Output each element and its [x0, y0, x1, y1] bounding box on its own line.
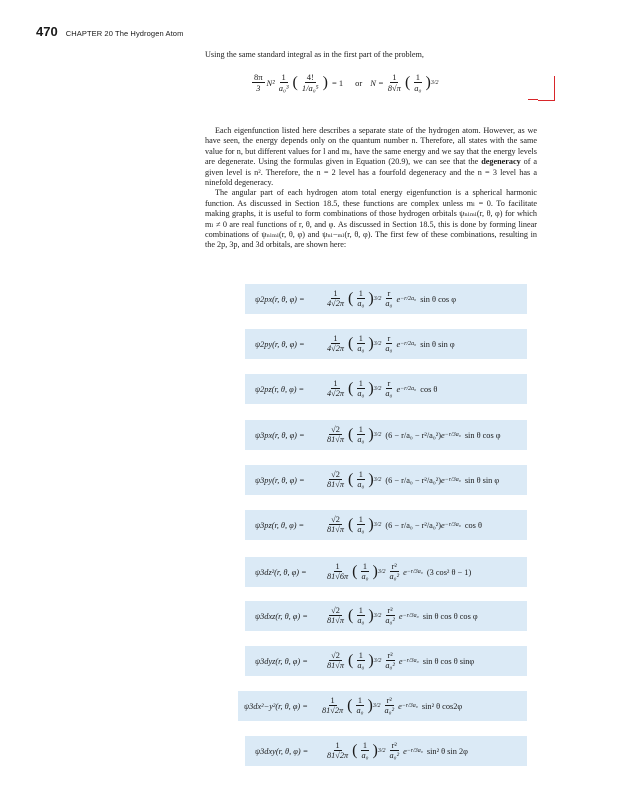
orbital-exponential: e: [396, 339, 401, 349]
normalization-equation: $\frac{8\pi}{3}$ N² $\frac{1}{\text{a₀³}}$ ( $\frac{4!}{\text{1/a₀⁵}}$ ) = 1 or N = $\frac{1}{8√\pi}$ ( $\frac{1}{\text{a₀}}$ ) 3/2: [254, 72, 439, 93]
orbital-a0-factor: $\frac{1}{\text{a₀}}$: [356, 696, 364, 715]
orbital-angular: sin θ cos θ sinφ: [422, 656, 475, 666]
chapter-title: CHAPTER 20 The Hydrogen Atom: [65, 29, 184, 38]
orbital-prefactor: $\frac{1}{81√2\pi}$: [327, 741, 349, 760]
orbital-exponent: −r/3a₀: [406, 569, 423, 575]
orbital-a0-factor: $\frac{1}{\text{a₀}}$: [357, 379, 365, 398]
orbital-radial-frac: $\frac{\text{r²}}{\text{a₀²}}$: [384, 696, 395, 715]
orbital-power: 3/2: [373, 477, 382, 483]
orbital-prefactor: $\frac{1}{4√2\pi}$: [327, 289, 345, 308]
orbital-exponent: −r/3a₀: [444, 477, 461, 483]
running-header: [36, 24, 183, 42]
orbital-equation: ψ2py(r, θ, φ) = $\frac{1}{4√2\pi}$ ( $\frac{1}{\text{a₀}}$ ) 3/2 $\frac{r}{\text{a₀}}$ e −r/2a₀ sin θ sin φ: [245, 329, 527, 359]
orbital-polynomial: (6 − r/a₀ − r²/a₀²): [385, 520, 441, 530]
orbital-angular: sin² θ sin 2φ: [426, 746, 468, 756]
orbital-prefactor: $\frac{√2}{81√\pi}$: [327, 651, 345, 670]
orbital-prefactor: $\frac{1}{81√6\pi}$: [327, 562, 349, 581]
intro-text: [205, 50, 537, 60]
eq-n2: N²: [266, 78, 275, 88]
eq-power: 3/2: [430, 80, 439, 86]
orbital-radial-frac: $\frac{\text{r²}}{\text{a₀²}}$: [389, 562, 400, 581]
orbital-exponential: e: [396, 384, 401, 394]
orbital-a0-factor: $\frac{1}{\text{a₀}}$: [357, 289, 365, 308]
body-text: [205, 126, 537, 251]
orbital-prefactor: $\frac{1}{81√2\pi}$: [322, 696, 344, 715]
orbital-power: 3/2: [373, 386, 382, 392]
orbital-radial-frac: $\frac{\text{r²}}{\text{a₀²}}$: [385, 651, 395, 670]
orbital-equation: ψ3pz(r, θ, φ) = $\frac{√2}{81√\pi}$ ( $\frac{1}{\text{a₀}}$ ) 3/2 (6 − r/a₀ − r²/a₀²) e −r/3a₀ cos θ: [245, 510, 527, 540]
orbital-polynomial: (6 − r/a₀ − r²/a₀²): [385, 430, 441, 440]
orbital-power: 3/2: [377, 569, 386, 575]
orbital-exponential: e: [398, 656, 403, 666]
orbital-radial-frac: $\frac{\text{r²}}{\text{a₀²}}$: [389, 741, 400, 760]
eq-n-equals: N =: [370, 78, 384, 88]
orbital-prefactor: $\frac{√2}{81√\pi}$: [327, 515, 345, 534]
orbital-exponential: e: [440, 475, 445, 485]
orbital-angular: sin θ sin φ: [420, 339, 455, 349]
orbital-power: 3/2: [373, 296, 382, 302]
orbital-power: 3/2: [373, 341, 382, 347]
orbital-exponential: e: [398, 611, 403, 621]
orbital-angular: sin θ sin φ: [464, 475, 500, 485]
term-degeneracy: degeneracy: [481, 157, 521, 167]
orbital-exponent: −r/3a₀: [406, 748, 423, 754]
orbital-exponential: e: [398, 701, 402, 711]
orbital-equation: ψ3px(r, θ, φ) = $\frac{√2}{81√\pi}$ ( $\frac{1}{\text{a₀}}$ ) 3/2 (6 − r/a₀ − r²/a₀²) e −r/3a₀ sin θ cos φ: [245, 420, 527, 450]
orbital-angular: sin θ cos φ: [464, 430, 501, 440]
orbital-a0-factor: $\frac{1}{\text{a₀}}$: [357, 515, 365, 534]
orbital-prefactor: $\frac{√2}{81√\pi}$: [327, 425, 345, 444]
paragraph-degeneracy: Each eigenfunction listed here describes a separate state of the hydrogen atom. However, as we have seen, the energy depends only on the quantum number n. Therefore, all states with the same value for n, but different values for l and mₗ, have the same energy and we say that the energy levels are degenerate. Using the formulas given in Equation (20.9), we can see that the degeneracy of a given level is n². Therefore, the n = 2 level has a fourfold degeneracy and the n = 3 level has a ninefold degeneracy.: [205, 126, 537, 188]
orbital-label: ψ3dx²−y²(r, θ, φ) =: [244, 701, 308, 711]
orbital-prefactor: $\frac{1}{4√2\pi}$: [327, 334, 345, 353]
eq-factorial-frac: $\frac{4!}{\text{1/a₀⁵}}$: [301, 72, 319, 93]
paragraph-angular: The angular part of each hydrogen atom total energy eigenfunction is a spherical harmonic function. As discussed in Section 18.5, these functions are complex unless mₗ = 0. To facilitate making graphs, it is useful to form combinations of those hydrogen orbitals ψₙₗₘₗ(r, θ, φ) for which mₗ ≠ 0 are real functions of r, θ, and φ. As discussed in Section 18.5, this is done by forming linear combinations of ψₙₗₘₗ(r, θ, φ) and ψₙₗ−ₘₗ(r, θ, φ). The first few of these combinations, resulting in the 2p, 3p, and 3d orbitals, are shown here:: [205, 188, 537, 250]
orbital-label: ψ2px(r, θ, φ) =: [255, 294, 305, 304]
orbital-label: ψ3dxy(r, θ, φ) =: [255, 746, 309, 756]
orbital-equation: ψ3dyz(r, θ, φ) = $\frac{√2}{81√\pi}$ ( $\frac{1}{\text{a₀}}$ ) 3/2 $\frac{\text{r²}}{\text{a₀²}}$ e −r/3a₀ sin θ cos θ sinφ: [245, 646, 527, 676]
orbital-label: ψ3dxz(r, θ, φ) =: [255, 611, 308, 621]
orbital-a0-factor: $\frac{1}{\text{a₀}}$: [357, 425, 365, 444]
orbital-exponential: e: [403, 746, 407, 756]
orbital-exponent: −r/3a₀: [444, 432, 461, 438]
orbital-exponent: −r/3a₀: [402, 613, 419, 619]
orbital-equation: ψ3dz²(r, θ, φ) = $\frac{1}{81√6\pi}$ ( $\frac{1}{\text{a₀}}$ ) 3/2 $\frac{\text{r²}}{\text{a₀²}}$ e −r/3a₀ (3 cos² θ − 1): [245, 557, 527, 587]
orbital-label: ψ3dyz(r, θ, φ) =: [255, 656, 308, 666]
orbital-radial-frac: $\frac{r}{\text{a₀}}$: [385, 334, 393, 353]
orbital-label: ψ3dz²(r, θ, φ) =: [255, 567, 307, 577]
eq-equals-one: = 1: [331, 78, 344, 88]
orbital-exponent: −r/2a₀: [400, 296, 417, 302]
orbital-radial-frac: $\frac{r}{\text{a₀}}$: [385, 379, 393, 398]
orbital-equation: ψ3dx²−y²(r, θ, φ) = $\frac{1}{81√2\pi}$ ( $\frac{1}{\text{a₀}}$ ) 3/2 $\frac{\text{r²}}{\text{a₀²}}$ e −r/3a₀ sin² θ cos2φ: [238, 691, 527, 721]
orbital-angular: sin θ cos θ cos φ: [422, 611, 478, 621]
orbital-exponent: −r/3a₀: [402, 658, 419, 664]
orbital-exponent: −r/2a₀: [400, 341, 417, 347]
orbital-equation: ψ3py(r, θ, φ) = $\frac{√2}{81√\pi}$ ( $\frac{1}{\text{a₀}}$ ) 3/2 (6 − r/a₀ − r²/a₀²) e −r/3a₀ sin θ sin φ: [245, 465, 527, 495]
orbital-a0-factor: $\frac{1}{\text{a₀}}$: [357, 470, 365, 489]
red-annotation-mark: [538, 76, 555, 101]
eq-a0-frac: $\frac{1}{\text{a₀³}}$: [278, 72, 289, 93]
orbital-polynomial: (6 − r/a₀ − r²/a₀²): [385, 475, 441, 485]
orbital-power: 3/2: [373, 613, 382, 619]
orbital-radial-frac: $\frac{\text{r²}}{\text{a₀²}}$: [385, 606, 395, 625]
orbital-exponent: −r/3a₀: [401, 703, 418, 709]
orbital-a0-factor: $\frac{1}{\text{a₀}}$: [357, 651, 365, 670]
orbital-power: 3/2: [373, 522, 382, 528]
orbital-a0-factor: $\frac{1}{\text{a₀}}$: [361, 741, 369, 760]
orbital-equation: ψ3dxy(r, θ, φ) = $\frac{1}{81√2\pi}$ ( $\frac{1}{\text{a₀}}$ ) 3/2 $\frac{\text{r²}}{\text{a₀²}}$ e −r/3a₀ sin² θ sin 2φ: [245, 736, 527, 766]
orbital-equation: ψ2pz(r, θ, φ) = $\frac{1}{4√2\pi}$ ( $\frac{1}{\text{a₀}}$ ) 3/2 $\frac{r}{\text{a₀}}$ e −r/2a₀ cos θ: [245, 374, 527, 404]
orbital-angular: cos θ: [420, 384, 438, 394]
orbital-angular: sin θ cos φ: [420, 294, 456, 304]
intro-line: Using the same standard integral as in the first part of the problem,: [205, 50, 424, 59]
orbital-exponential: e: [440, 430, 445, 440]
orbital-exponential: e: [396, 294, 401, 304]
orbital-power: 3/2: [377, 748, 386, 754]
page-number: 470: [36, 24, 58, 39]
orbital-exponential: e: [440, 520, 445, 530]
orbital-a0-factor: $\frac{1}{\text{a₀}}$: [357, 606, 365, 625]
orbital-angular: (3 cos² θ − 1): [426, 567, 472, 577]
orbital-power: 3/2: [372, 703, 381, 709]
eq-rhs-frac: $\frac{1}{8√\pi}$: [387, 72, 401, 93]
orbital-a0-factor: $\frac{1}{\text{a₀}}$: [361, 562, 369, 581]
orbital-label: ψ3py(r, θ, φ) =: [255, 475, 305, 485]
orbital-equation: ψ2px(r, θ, φ) = $\frac{1}{4√2\pi}$ ( $\frac{1}{\text{a₀}}$ ) 3/2 $\frac{r}{\text{a₀}}$ e −r/2a₀ sin θ cos φ: [245, 284, 527, 314]
orbital-angular: cos θ: [464, 520, 482, 530]
orbital-exponent: −r/3a₀: [444, 522, 461, 528]
orbital-radial-frac: $\frac{r}{\text{a₀}}$: [385, 289, 393, 308]
orbital-power: 3/2: [373, 658, 382, 664]
orbital-power: 3/2: [373, 432, 382, 438]
eq-prefix-frac: $\frac{8\pi}{3}$: [254, 72, 263, 93]
orbital-exponential: e: [403, 567, 407, 577]
orbital-equation: ψ3dxz(r, θ, φ) = $\frac{√2}{81√\pi}$ ( $\frac{1}{\text{a₀}}$ ) 3/2 $\frac{\text{r²}}{\text{a₀²}}$ e −r/3a₀ sin θ cos θ cos φ: [245, 601, 527, 631]
orbital-prefactor: $\frac{√2}{81√\pi}$: [327, 606, 345, 625]
red-annotation-tick: [528, 99, 538, 100]
eq-or: or: [355, 78, 363, 88]
orbital-a0-factor: $\frac{1}{\text{a₀}}$: [357, 334, 365, 353]
orbital-exponent: −r/2a₀: [400, 386, 417, 392]
orbital-prefactor: $\frac{√2}{81√\pi}$: [327, 470, 345, 489]
orbital-prefactor: $\frac{1}{4√2\pi}$: [327, 379, 345, 398]
orbital-label: ψ3pz(r, θ, φ) =: [255, 520, 305, 530]
orbital-angular: sin² θ cos2φ: [421, 701, 463, 711]
orbital-label: ψ2pz(r, θ, φ) =: [255, 384, 305, 394]
orbital-label: ψ3px(r, θ, φ) =: [255, 430, 305, 440]
eq-rhs-a0-frac: $\frac{1}{\text{a₀}}$: [414, 72, 422, 93]
orbital-label: ψ2py(r, θ, φ) =: [255, 339, 305, 349]
